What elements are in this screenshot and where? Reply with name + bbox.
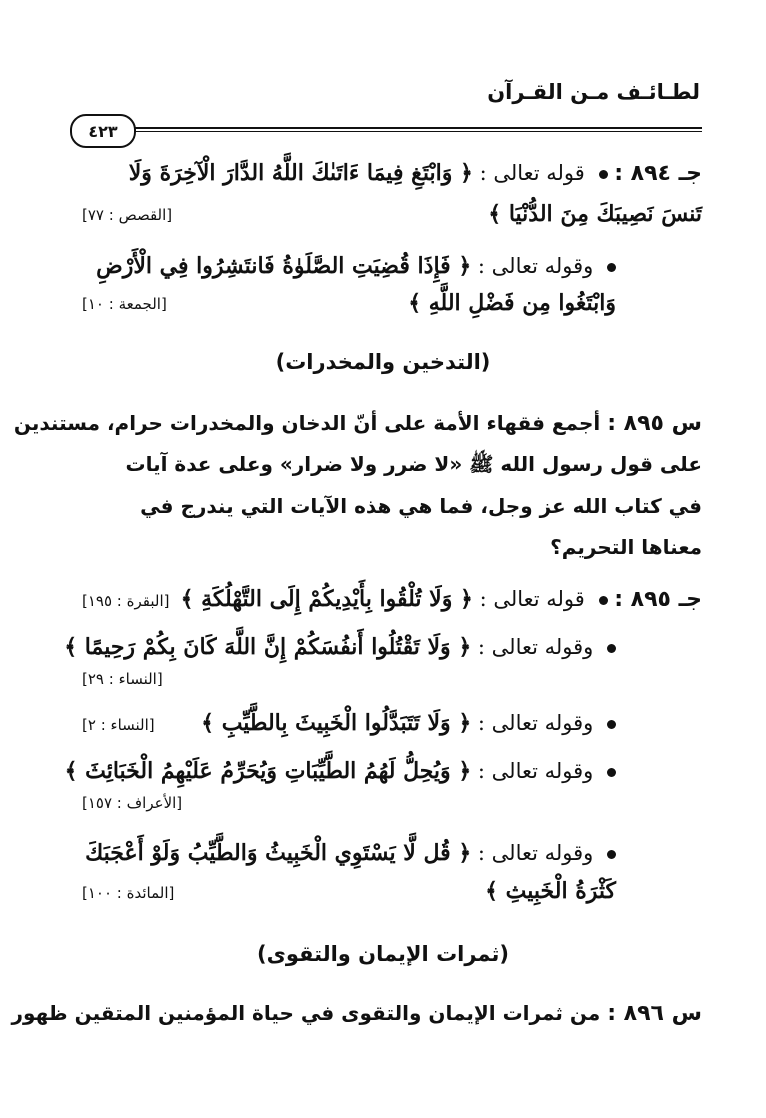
answer-intro: وقوله تعالى : (477, 759, 594, 783)
answer-intro: وقوله تعالى : (477, 841, 594, 865)
bullet-icon (599, 170, 608, 179)
verse-reference: [النساء : ٢٩] (82, 670, 163, 688)
verse-reference: [الأعراف : ١٥٧] (82, 794, 183, 812)
answer-895-line-4 (65, 760, 616, 782)
header-rule-thin (124, 131, 702, 132)
verse-reference: [النساء : ٢] (82, 716, 155, 734)
answer-894-line-3 (96, 255, 616, 277)
bullet-icon (607, 768, 616, 777)
answer-894-line-2 (488, 203, 702, 225)
quran-verse: ﴿ وَلَا تَقْتُلُوا أَنفُسَكُمْ إِنَّ اللَّهَ كَانَ بِكُمْ رَحِيمًا ﴾ (64, 634, 472, 660)
answer-895-line-1 (181, 588, 702, 611)
answer-895-line-5 (85, 842, 616, 864)
quran-verse: ﴿ قُل لَّا يَسْتَوِي الْخَبِيثُ وَالطَّيِّبُ وَلَوْ أَعْجَبَكَ (85, 840, 472, 866)
bullet-icon (607, 263, 616, 272)
answer-894-line-4 (408, 292, 616, 314)
section-title-smoking: (التدخين والمخدرات) (275, 350, 491, 374)
bullet-icon (607, 644, 616, 653)
answer-895-line-6 (485, 880, 616, 902)
quran-verse: ﴿ وَلَا تَتَبَدَّلُوا الْخَبِيثَ بِالطَّيِّبِ ﴾ (201, 710, 472, 736)
question-896-label: س ٨٩٦ : (607, 1001, 702, 1026)
page-number-badge: ٤٢٣ (70, 114, 136, 148)
answer-895-line-2 (64, 636, 616, 658)
question-text: من ثمرات الإيمان والتقوى في حياة المؤمنين المتقين ظهور (11, 1001, 601, 1025)
bullet-icon (607, 850, 616, 859)
section-title-faith: (ثمرات الإيمان والتقوى) (257, 942, 509, 966)
question-text: على قول رسول الله ﷺ «لا ضرر ولا ضرار» وعلى عدة آيات (125, 452, 702, 476)
question-text: معناها التحريم؟ (550, 535, 702, 559)
answer-894-line-1 (129, 162, 702, 185)
bullet-icon (599, 596, 608, 605)
question-895-line-1 (14, 413, 702, 435)
verse-reference: [القصص : ٧٧] (82, 206, 173, 224)
answer-intro: وقوله تعالى : (477, 711, 594, 735)
question-text: في كتاب الله عز وجل، فما هي هذه الآيات التي يندرج في (140, 494, 702, 518)
quran-verse: تَنسَ نَصِيبَكَ مِنَ الدُّنْيَا ﴾ (488, 201, 702, 227)
question-896-line-1 (12, 1003, 702, 1025)
quran-verse: ﴿ فَإِذَا قُضِيَتِ الصَّلَوٰةُ فَانتَشِرُوا فِي الْأَرْضِ (96, 253, 472, 279)
quran-verse: كَثْرَةُ الْخَبِيثِ ﴾ (485, 878, 616, 904)
answer-intro: قوله تعالى : (479, 587, 585, 611)
answer-895-line-3 (201, 712, 616, 734)
verse-reference: [البقرة : ١٩٥] (82, 592, 170, 610)
answer-894-b1-intro: قوله تعالى : (479, 161, 585, 185)
bullet-icon (607, 720, 616, 729)
answer-894-b2-intro: وقوله تعالى : (477, 254, 594, 278)
question-895-label: س ٨٩٥ : (607, 411, 702, 436)
answer-intro: وقوله تعالى : (477, 635, 594, 659)
header-rule (124, 127, 702, 129)
quran-verse: ﴿ وَيُحِلُّ لَهُمُ الطَّيِّبَاتِ وَيُحَرِّمُ عَلَيْهِمُ الْخَبَائِثَ ﴾ (64, 758, 472, 784)
answer-894-label: جـ ٨٩٤ : (614, 161, 702, 186)
quran-verse: وَابْتَغُوا مِن فَضْلِ اللَّهِ ﴾ (408, 290, 616, 316)
verse-reference: [الجمعة : ١٠] (82, 295, 167, 313)
verse-reference: [المائدة : ١٠٠] (82, 884, 175, 902)
quran-verse: ﴿ وَابْتَغِ فِيمَا ءَاتَىٰكَ اللَّهُ الدَّارَ الْآخِرَةَ وَلَا (128, 160, 473, 186)
question-text: أجمع فقهاء الأمة على أنّ الدخان والمخدرات حرام، مستندين (13, 411, 601, 435)
running-header-title: لطـائـف مـن القـرآن (487, 80, 700, 104)
answer-895-label: جـ ٨٩٥ : (614, 587, 702, 612)
quran-verse: ﴿ وَلَا تُلْقُوا بِأَيْدِيكُمْ إِلَى التَّهْلُكَةِ ﴾ (180, 586, 473, 612)
